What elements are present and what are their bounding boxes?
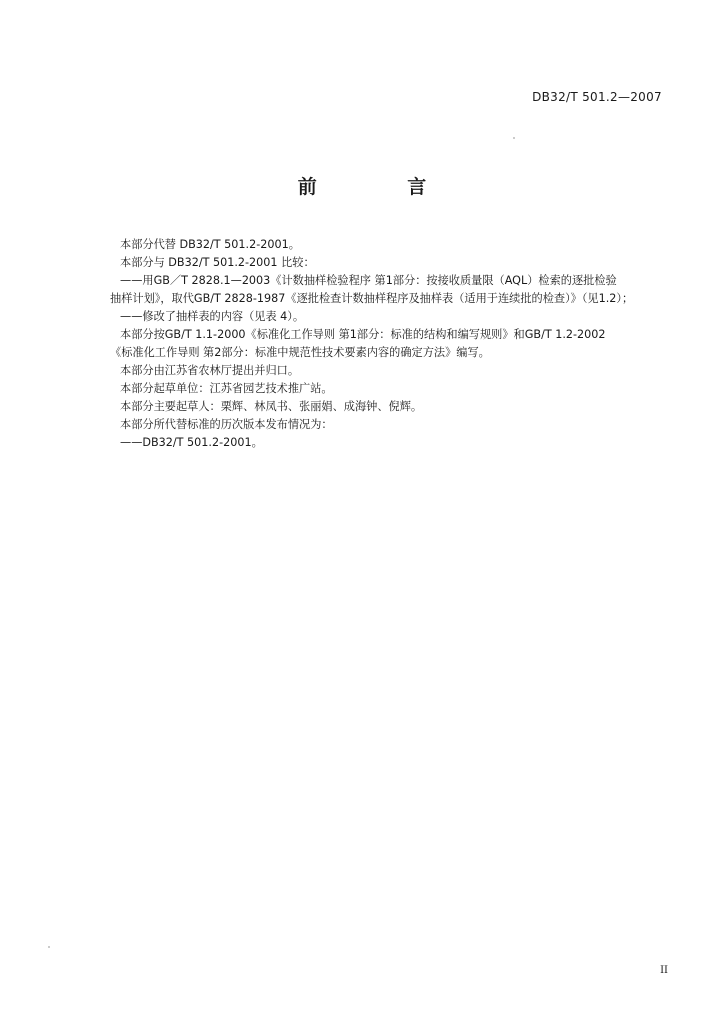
scan-speck [513, 137, 515, 139]
paragraph-line: 《标准化工作导则 第2部分：标准中规范性技术要素内容的确定方法》编写。 [110, 346, 490, 359]
paragraph-line: 本部分起草单位：江苏省园艺技术推广站。 [120, 382, 333, 395]
paragraph-line: 本部分按GB/T 1.1-2000《标准化工作导则 第1部分：标准的结构和编写规则》和GB/T 1.2-2002 [120, 328, 606, 341]
page-title: 前 言 [297, 176, 469, 198]
paragraph-line: 本部分主要起草人：栗辉、林凤书、张丽娟、成海钟、倪辉。 [120, 400, 423, 413]
paragraph-line: 抽样计划》，取代GB/T 2828-1987《逐批检查计数抽样程序及抽样表（适用于连续批的检查）》（见1.2）； [110, 292, 634, 305]
page-number: II [660, 965, 668, 976]
document-code: DB32/T 501.2—2007 [532, 90, 662, 104]
scan-speck [48, 946, 50, 948]
paragraph-line: 本部分所代替标准的历次版本发布情况为： [120, 418, 333, 431]
paragraph-line: ——修改了抽样表的内容（见表 4）。 [120, 310, 305, 323]
body-text [110, 236, 666, 452]
paragraph-line: 本部分代替 DB32/T 501.2-2001。 [120, 238, 300, 251]
paragraph-line: ——DB32/T 501.2-2001。 [120, 436, 263, 449]
paragraph-line: ——用GB／T 2828.1—2003《计数抽样检验程序 第1部分：按接收质量限（AQL）检索的逐批检验 [120, 274, 617, 287]
paragraph-line: 本部分由江苏省农林厅提出并归口。 [120, 364, 300, 377]
paragraph-line: 本部分与 DB32/T 501.2-2001 比较： [120, 256, 315, 269]
